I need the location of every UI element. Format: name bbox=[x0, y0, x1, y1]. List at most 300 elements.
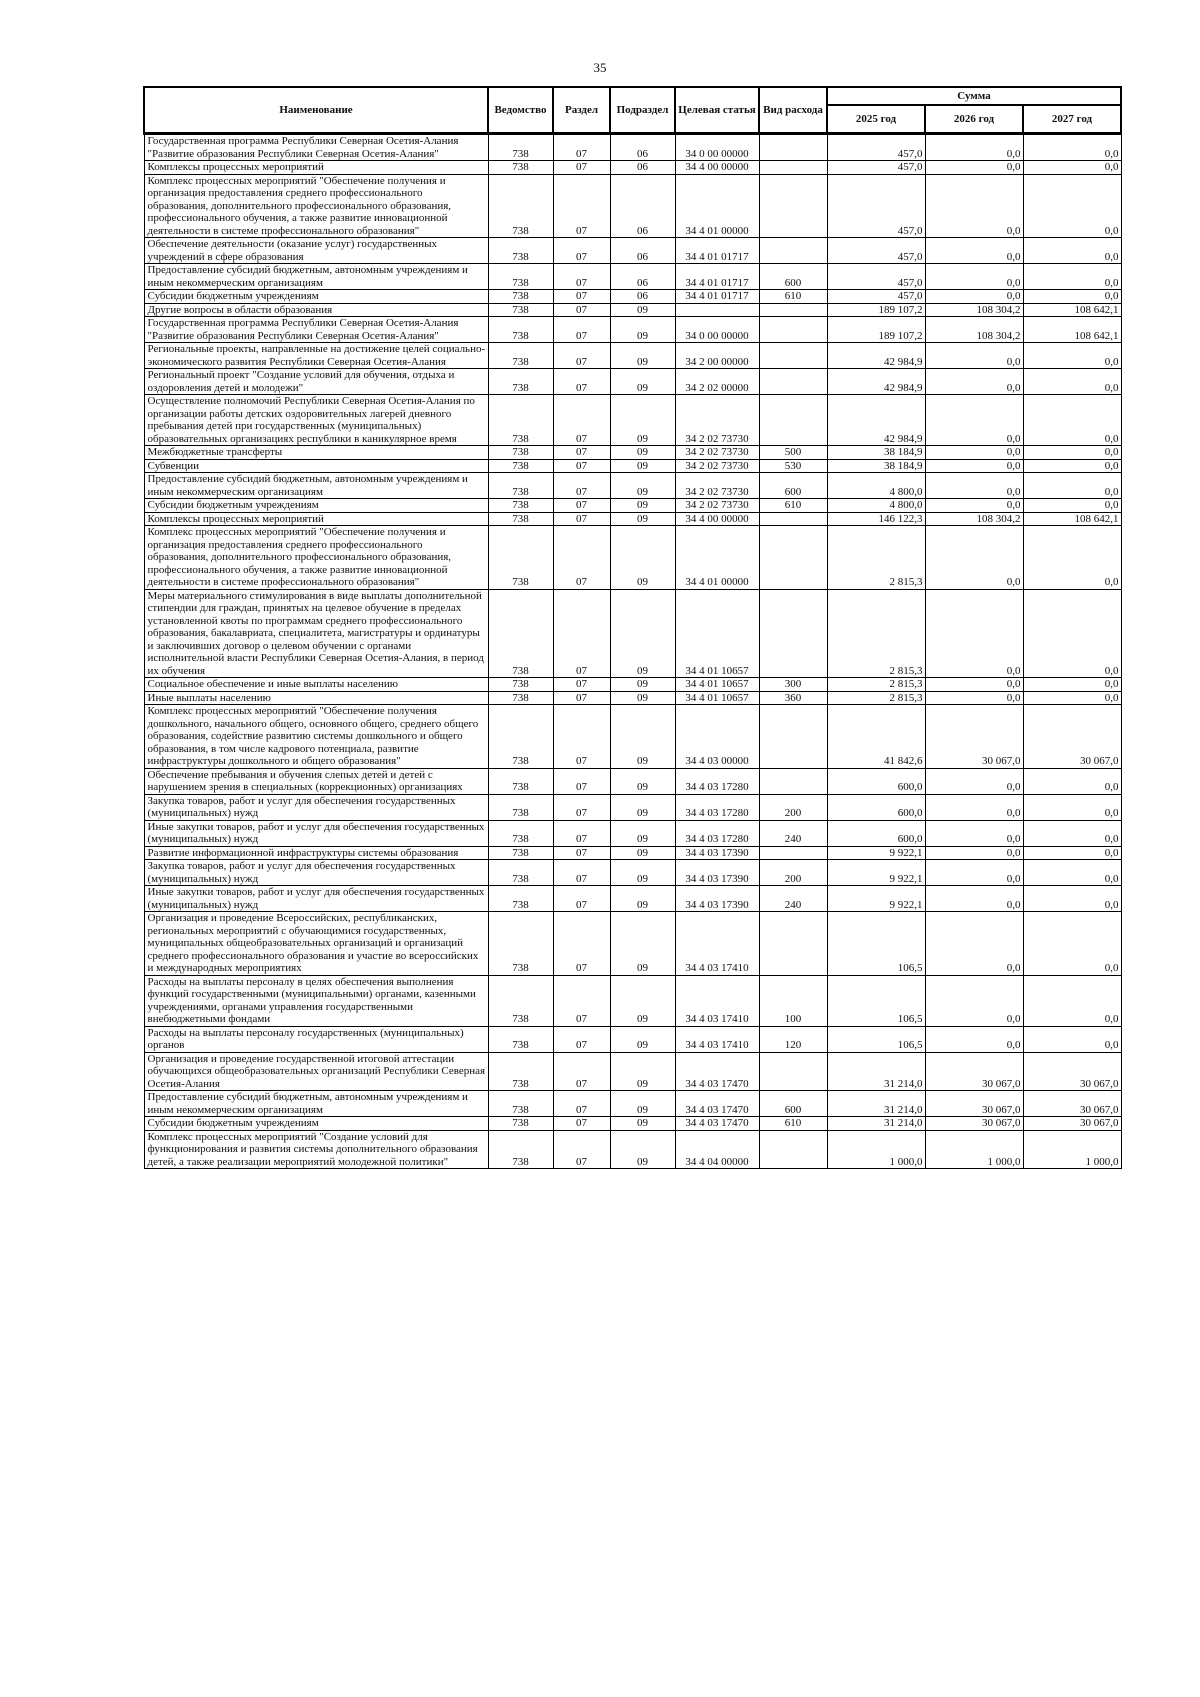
cell-vid-rashoda: 240 bbox=[759, 820, 827, 846]
cell-razdel: 07 bbox=[553, 395, 610, 446]
cell-vedomstvo: 738 bbox=[488, 238, 553, 264]
cell-sum-2027: 0,0 bbox=[1023, 678, 1121, 692]
cell-vid-rashoda bbox=[759, 1052, 827, 1091]
cell-vedomstvo: 738 bbox=[488, 161, 553, 175]
cell-razdel: 07 bbox=[553, 369, 610, 395]
cell-name: Субвенции bbox=[144, 459, 488, 473]
cell-vedomstvo: 738 bbox=[488, 343, 553, 369]
cell-vedomstvo: 738 bbox=[488, 820, 553, 846]
cell-podrazdel: 09 bbox=[610, 846, 675, 860]
cell-sum-2026: 0,0 bbox=[925, 161, 1023, 175]
cell-razdel: 07 bbox=[553, 303, 610, 317]
cell-name: Обеспечение пребывания и обучения слепых детей и детей с нарушением зрения в специальных (коррекционных) организациях bbox=[144, 768, 488, 794]
cell-celevaya-statya: 34 0 00 00000 bbox=[675, 317, 759, 343]
cell-celevaya-statya: 34 4 01 01717 bbox=[675, 264, 759, 290]
table-row bbox=[144, 589, 1121, 678]
cell-name: Комплекс процессных мероприятий "Обеспечение получения и организация предоставления среднего профессионального образования, дополнительного профессионального образования, профессионального обучения, а также развитие инновационной деятельности в системе профессионального образования" bbox=[144, 526, 488, 590]
cell-sum-2027: 0,0 bbox=[1023, 238, 1121, 264]
cell-podrazdel: 09 bbox=[610, 446, 675, 460]
cell-sum-2025: 189 107,2 bbox=[827, 317, 925, 343]
cell-sum-2027: 0,0 bbox=[1023, 589, 1121, 678]
cell-sum-2025: 9 922,1 bbox=[827, 886, 925, 912]
cell-podrazdel: 09 bbox=[610, 1091, 675, 1117]
table-row bbox=[144, 303, 1121, 317]
cell-razdel: 07 bbox=[553, 134, 610, 161]
table-row bbox=[144, 238, 1121, 264]
cell-sum-2026: 0,0 bbox=[925, 174, 1023, 238]
cell-sum-2025: 9 922,1 bbox=[827, 846, 925, 860]
cell-sum-2025: 2 815,3 bbox=[827, 691, 925, 705]
cell-sum-2026: 0,0 bbox=[925, 395, 1023, 446]
cell-podrazdel: 09 bbox=[610, 303, 675, 317]
cell-sum-2027: 0,0 bbox=[1023, 395, 1121, 446]
cell-podrazdel: 09 bbox=[610, 526, 675, 590]
table-row bbox=[144, 820, 1121, 846]
cell-name: Государственная программа Республики Северная Осетия-Алания "Развитие образования Республики Северная Осетия-Алания" bbox=[144, 134, 488, 161]
cell-sum-2026: 0,0 bbox=[925, 369, 1023, 395]
cell-razdel: 07 bbox=[553, 768, 610, 794]
cell-vedomstvo: 738 bbox=[488, 446, 553, 460]
cell-sum-2027: 30 067,0 bbox=[1023, 1117, 1121, 1131]
cell-razdel: 07 bbox=[553, 975, 610, 1026]
cell-vid-rashoda bbox=[759, 512, 827, 526]
cell-razdel: 07 bbox=[553, 691, 610, 705]
cell-sum-2027: 30 067,0 bbox=[1023, 705, 1121, 769]
cell-sum-2027: 0,0 bbox=[1023, 860, 1121, 886]
cell-razdel: 07 bbox=[553, 678, 610, 692]
cell-celevaya-statya: 34 4 04 00000 bbox=[675, 1130, 759, 1169]
cell-sum-2027: 0,0 bbox=[1023, 264, 1121, 290]
table-row bbox=[144, 499, 1121, 513]
cell-celevaya-statya: 34 2 00 00000 bbox=[675, 343, 759, 369]
cell-sum-2027: 0,0 bbox=[1023, 446, 1121, 460]
cell-sum-2025: 42 984,9 bbox=[827, 343, 925, 369]
cell-celevaya-statya: 34 4 03 00000 bbox=[675, 705, 759, 769]
cell-razdel: 07 bbox=[553, 473, 610, 499]
cell-name: Иные закупки товаров, работ и услуг для обеспечения государственных (муниципальных) нужд bbox=[144, 886, 488, 912]
table-row bbox=[144, 1130, 1121, 1169]
cell-podrazdel: 09 bbox=[610, 589, 675, 678]
cell-name: Субсидии бюджетным учреждениям bbox=[144, 290, 488, 304]
cell-vid-rashoda: 300 bbox=[759, 678, 827, 692]
cell-sum-2027: 0,0 bbox=[1023, 473, 1121, 499]
cell-vid-rashoda: 610 bbox=[759, 290, 827, 304]
cell-sum-2025: 457,0 bbox=[827, 134, 925, 161]
cell-razdel: 07 bbox=[553, 161, 610, 175]
cell-vedomstvo: 738 bbox=[488, 1052, 553, 1091]
cell-celevaya-statya: 34 4 01 00000 bbox=[675, 174, 759, 238]
table-row bbox=[144, 317, 1121, 343]
table-row bbox=[144, 794, 1121, 820]
cell-podrazdel: 09 bbox=[610, 691, 675, 705]
table-row bbox=[144, 526, 1121, 590]
cell-celevaya-statya: 34 2 02 73730 bbox=[675, 446, 759, 460]
cell-celevaya-statya: 34 2 02 73730 bbox=[675, 499, 759, 513]
cell-podrazdel: 09 bbox=[610, 768, 675, 794]
cell-celevaya-statya: 34 4 03 17470 bbox=[675, 1091, 759, 1117]
cell-vid-rashoda: 600 bbox=[759, 1091, 827, 1117]
cell-vid-rashoda bbox=[759, 1130, 827, 1169]
cell-celevaya-statya: 34 4 03 17410 bbox=[675, 912, 759, 976]
cell-sum-2027: 0,0 bbox=[1023, 526, 1121, 590]
cell-sum-2025: 2 815,3 bbox=[827, 678, 925, 692]
cell-sum-2025: 31 214,0 bbox=[827, 1091, 925, 1117]
cell-sum-2025: 457,0 bbox=[827, 161, 925, 175]
cell-podrazdel: 09 bbox=[610, 1130, 675, 1169]
cell-sum-2027: 0,0 bbox=[1023, 975, 1121, 1026]
cell-razdel: 07 bbox=[553, 1026, 610, 1052]
cell-sum-2025: 38 184,9 bbox=[827, 459, 925, 473]
cell-razdel: 07 bbox=[553, 499, 610, 513]
cell-vid-rashoda bbox=[759, 161, 827, 175]
cell-vid-rashoda: 200 bbox=[759, 860, 827, 886]
cell-name: Развитие информационной инфраструктуры системы образования bbox=[144, 846, 488, 860]
table-row bbox=[144, 1117, 1121, 1131]
table-row bbox=[144, 691, 1121, 705]
cell-name: Организация и проведение Всероссийских, республиканских, региональных мероприятий с обучающимися государственных, муниципальных общеобразовательных организаций и организаций среднего профессионального образования и участие во всероссийских и международных мероприятиях bbox=[144, 912, 488, 976]
cell-celevaya-statya: 34 0 00 00000 bbox=[675, 134, 759, 161]
cell-vedomstvo: 738 bbox=[488, 317, 553, 343]
cell-celevaya-statya: 34 2 02 73730 bbox=[675, 395, 759, 446]
cell-podrazdel: 09 bbox=[610, 705, 675, 769]
cell-celevaya-statya: 34 4 01 00000 bbox=[675, 526, 759, 590]
cell-vedomstvo: 738 bbox=[488, 499, 553, 513]
cell-vedomstvo: 738 bbox=[488, 512, 553, 526]
cell-sum-2027: 0,0 bbox=[1023, 768, 1121, 794]
cell-vid-rashoda bbox=[759, 526, 827, 590]
header-razdel: Раздел bbox=[553, 87, 610, 134]
table-row bbox=[144, 369, 1121, 395]
header-name: Наименование bbox=[144, 87, 488, 134]
cell-podrazdel: 09 bbox=[610, 343, 675, 369]
cell-vid-rashoda bbox=[759, 705, 827, 769]
cell-sum-2027: 0,0 bbox=[1023, 161, 1121, 175]
cell-vid-rashoda bbox=[759, 369, 827, 395]
cell-sum-2027: 0,0 bbox=[1023, 691, 1121, 705]
cell-razdel: 07 bbox=[553, 459, 610, 473]
cell-vedomstvo: 738 bbox=[488, 860, 553, 886]
cell-celevaya-statya: 34 4 01 01717 bbox=[675, 238, 759, 264]
cell-celevaya-statya: 34 4 03 17470 bbox=[675, 1117, 759, 1131]
cell-celevaya-statya: 34 4 03 17410 bbox=[675, 975, 759, 1026]
cell-podrazdel: 06 bbox=[610, 161, 675, 175]
cell-name: Предоставление субсидий бюджетным, автономным учреждениям и иным некоммерческим организациям bbox=[144, 1091, 488, 1117]
cell-sum-2027: 0,0 bbox=[1023, 134, 1121, 161]
cell-name: Комплексы процессных мероприятий bbox=[144, 161, 488, 175]
cell-name: Межбюджетные трансферты bbox=[144, 446, 488, 460]
cell-vedomstvo: 738 bbox=[488, 846, 553, 860]
cell-razdel: 07 bbox=[553, 1052, 610, 1091]
cell-razdel: 07 bbox=[553, 317, 610, 343]
cell-name: Комплекс процессных мероприятий "Обеспечение получения дошкольного, начального общего, основного общего, среднего общего образования, содействие развитию системы дошкольного и общего образования, в том числе кадрового потенциала, развитие инфраструктуры дошкольного и общего образования" bbox=[144, 705, 488, 769]
table-row bbox=[144, 264, 1121, 290]
cell-podrazdel: 09 bbox=[610, 1026, 675, 1052]
cell-vid-rashoda bbox=[759, 846, 827, 860]
cell-sum-2026: 108 304,2 bbox=[925, 512, 1023, 526]
budget-table bbox=[143, 86, 1122, 1169]
cell-vedomstvo: 738 bbox=[488, 473, 553, 499]
cell-name: Расходы на выплаты персоналу государственных (муниципальных) органов bbox=[144, 1026, 488, 1052]
cell-celevaya-statya: 34 4 01 10657 bbox=[675, 691, 759, 705]
cell-sum-2027: 1 000,0 bbox=[1023, 1130, 1121, 1169]
cell-razdel: 07 bbox=[553, 912, 610, 976]
cell-vid-rashoda bbox=[759, 395, 827, 446]
cell-podrazdel: 06 bbox=[610, 174, 675, 238]
cell-razdel: 07 bbox=[553, 1091, 610, 1117]
table-row bbox=[144, 473, 1121, 499]
cell-name: Осуществление полномочий Республики Северная Осетия-Алания по организации работы детских оздоровительных лагерей дневного пребывания детей при государственных (муниципальных) образовательных организациях республики в каникулярное время bbox=[144, 395, 488, 446]
cell-podrazdel: 09 bbox=[610, 678, 675, 692]
cell-name: Меры материального стимулирования в виде выплаты дополнительной стипендии для граждан, принятых на целевое обучение в пределах установленной квоты по программам среднего профессионального образования, бакалавриата, специалитета, магистратуры и ординатуры и заключивших договор о целевом обучении с органами исполнительной власти Республики Северная Осетия-Алания, в период их обучения bbox=[144, 589, 488, 678]
cell-vedomstvo: 738 bbox=[488, 459, 553, 473]
cell-vid-rashoda: 360 bbox=[759, 691, 827, 705]
cell-sum-2027: 0,0 bbox=[1023, 369, 1121, 395]
cell-sum-2025: 4 800,0 bbox=[827, 499, 925, 513]
cell-sum-2027: 0,0 bbox=[1023, 290, 1121, 304]
cell-razdel: 07 bbox=[553, 264, 610, 290]
cell-celevaya-statya: 34 4 03 17390 bbox=[675, 886, 759, 912]
cell-sum-2026: 0,0 bbox=[925, 860, 1023, 886]
cell-sum-2025: 600,0 bbox=[827, 820, 925, 846]
cell-podrazdel: 09 bbox=[610, 499, 675, 513]
table-row bbox=[144, 290, 1121, 304]
cell-podrazdel: 09 bbox=[610, 512, 675, 526]
cell-vedomstvo: 738 bbox=[488, 1091, 553, 1117]
cell-celevaya-statya: 34 4 01 10657 bbox=[675, 589, 759, 678]
table-row bbox=[144, 975, 1121, 1026]
cell-sum-2025: 4 800,0 bbox=[827, 473, 925, 499]
cell-vedomstvo: 738 bbox=[488, 303, 553, 317]
cell-podrazdel: 06 bbox=[610, 238, 675, 264]
header-year-2027: 2027 год bbox=[1023, 105, 1121, 134]
cell-sum-2025: 106,5 bbox=[827, 912, 925, 976]
cell-celevaya-statya: 34 2 02 00000 bbox=[675, 369, 759, 395]
cell-podrazdel: 09 bbox=[610, 912, 675, 976]
page-number: 35 bbox=[593, 60, 607, 75]
cell-name: Комплекс процессных мероприятий "Создание условий для функционирования и развития системы дополнительного образования детей, а также реализации мероприятий молодежной политики" bbox=[144, 1130, 488, 1169]
cell-vedomstvo: 738 bbox=[488, 174, 553, 238]
cell-celevaya-statya: 34 4 03 17280 bbox=[675, 820, 759, 846]
cell-sum-2027: 0,0 bbox=[1023, 912, 1121, 976]
cell-vedomstvo: 738 bbox=[488, 886, 553, 912]
cell-vedomstvo: 738 bbox=[488, 768, 553, 794]
table-row bbox=[144, 512, 1121, 526]
cell-sum-2026: 0,0 bbox=[925, 589, 1023, 678]
cell-vid-rashoda bbox=[759, 768, 827, 794]
cell-name: Обеспечение деятельности (оказание услуг) государственных учреждений в сфере образования bbox=[144, 238, 488, 264]
cell-vedomstvo: 738 bbox=[488, 678, 553, 692]
cell-sum-2025: 600,0 bbox=[827, 768, 925, 794]
cell-podrazdel: 09 bbox=[610, 794, 675, 820]
cell-podrazdel: 06 bbox=[610, 264, 675, 290]
cell-razdel: 07 bbox=[553, 290, 610, 304]
table-body bbox=[144, 134, 1121, 1169]
cell-vedomstvo: 738 bbox=[488, 369, 553, 395]
cell-vid-rashoda: 600 bbox=[759, 473, 827, 499]
table-row bbox=[144, 1026, 1121, 1052]
cell-vid-rashoda: 100 bbox=[759, 975, 827, 1026]
cell-name: Закупка товаров, работ и услуг для обеспечения государственных (муниципальных) нужд bbox=[144, 860, 488, 886]
cell-name: Субсидии бюджетным учреждениям bbox=[144, 499, 488, 513]
cell-name: Иные закупки товаров, работ и услуг для обеспечения государственных (муниципальных) нужд bbox=[144, 820, 488, 846]
cell-vedomstvo: 738 bbox=[488, 395, 553, 446]
cell-sum-2026: 0,0 bbox=[925, 264, 1023, 290]
table-row bbox=[144, 459, 1121, 473]
cell-vedomstvo: 738 bbox=[488, 912, 553, 976]
cell-sum-2025: 31 214,0 bbox=[827, 1052, 925, 1091]
cell-vedomstvo: 738 bbox=[488, 794, 553, 820]
cell-podrazdel: 09 bbox=[610, 459, 675, 473]
cell-podrazdel: 09 bbox=[610, 317, 675, 343]
cell-sum-2026: 30 067,0 bbox=[925, 1052, 1023, 1091]
cell-sum-2025: 106,5 bbox=[827, 975, 925, 1026]
cell-celevaya-statya: 34 4 03 17390 bbox=[675, 860, 759, 886]
cell-sum-2025: 9 922,1 bbox=[827, 860, 925, 886]
cell-sum-2026: 0,0 bbox=[925, 768, 1023, 794]
cell-sum-2027: 0,0 bbox=[1023, 1026, 1121, 1052]
cell-podrazdel: 09 bbox=[610, 395, 675, 446]
cell-sum-2026: 0,0 bbox=[925, 846, 1023, 860]
table-row bbox=[144, 395, 1121, 446]
cell-podrazdel: 06 bbox=[610, 134, 675, 161]
cell-sum-2026: 0,0 bbox=[925, 794, 1023, 820]
cell-sum-2027: 108 642,1 bbox=[1023, 303, 1121, 317]
cell-vid-rashoda bbox=[759, 134, 827, 161]
cell-razdel: 07 bbox=[553, 1130, 610, 1169]
cell-razdel: 07 bbox=[553, 446, 610, 460]
cell-vid-rashoda bbox=[759, 303, 827, 317]
cell-sum-2027: 0,0 bbox=[1023, 174, 1121, 238]
cell-sum-2027: 0,0 bbox=[1023, 459, 1121, 473]
table-row bbox=[144, 846, 1121, 860]
cell-sum-2027: 0,0 bbox=[1023, 886, 1121, 912]
cell-sum-2026: 30 067,0 bbox=[925, 1117, 1023, 1131]
cell-vedomstvo: 738 bbox=[488, 1026, 553, 1052]
cell-vedomstvo: 738 bbox=[488, 1130, 553, 1169]
cell-razdel: 07 bbox=[553, 846, 610, 860]
cell-sum-2026: 0,0 bbox=[925, 238, 1023, 264]
header-podrazdel: Подраздел bbox=[610, 87, 675, 134]
cell-name: Комплексы процессных мероприятий bbox=[144, 512, 488, 526]
cell-vid-rashoda: 120 bbox=[759, 1026, 827, 1052]
header-year-2026: 2026 год bbox=[925, 105, 1023, 134]
cell-vedomstvo: 738 bbox=[488, 526, 553, 590]
cell-vid-rashoda bbox=[759, 912, 827, 976]
cell-sum-2027: 0,0 bbox=[1023, 343, 1121, 369]
cell-sum-2027: 0,0 bbox=[1023, 846, 1121, 860]
table-row bbox=[144, 886, 1121, 912]
cell-razdel: 07 bbox=[553, 886, 610, 912]
cell-razdel: 07 bbox=[553, 238, 610, 264]
cell-podrazdel: 09 bbox=[610, 1052, 675, 1091]
cell-sum-2026: 0,0 bbox=[925, 1026, 1023, 1052]
table-row bbox=[144, 343, 1121, 369]
cell-razdel: 07 bbox=[553, 526, 610, 590]
cell-celevaya-statya: 34 4 03 17280 bbox=[675, 768, 759, 794]
cell-celevaya-statya: 34 4 00 00000 bbox=[675, 512, 759, 526]
cell-name: Предоставление субсидий бюджетным, автономным учреждениям и иным некоммерческим организациям bbox=[144, 473, 488, 499]
cell-razdel: 07 bbox=[553, 794, 610, 820]
cell-podrazdel: 09 bbox=[610, 369, 675, 395]
cell-podrazdel: 09 bbox=[610, 1117, 675, 1131]
cell-celevaya-statya: 34 4 03 17390 bbox=[675, 846, 759, 860]
cell-celevaya-statya: 34 4 01 01717 bbox=[675, 290, 759, 304]
cell-vid-rashoda bbox=[759, 238, 827, 264]
table-row bbox=[144, 134, 1121, 161]
cell-vedomstvo: 738 bbox=[488, 705, 553, 769]
cell-celevaya-statya bbox=[675, 303, 759, 317]
table-row bbox=[144, 174, 1121, 238]
cell-podrazdel: 09 bbox=[610, 820, 675, 846]
cell-sum-2026: 0,0 bbox=[925, 134, 1023, 161]
cell-sum-2026: 30 067,0 bbox=[925, 1091, 1023, 1117]
cell-celevaya-statya: 34 4 03 17410 bbox=[675, 1026, 759, 1052]
table-row bbox=[144, 860, 1121, 886]
cell-sum-2027: 108 642,1 bbox=[1023, 317, 1121, 343]
cell-sum-2025: 31 214,0 bbox=[827, 1117, 925, 1131]
cell-name: Региональный проект "Создание условий для обучения, отдыха и оздоровления детей и молодежи" bbox=[144, 369, 488, 395]
cell-sum-2025: 41 842,6 bbox=[827, 705, 925, 769]
cell-sum-2026: 0,0 bbox=[925, 290, 1023, 304]
cell-sum-2026: 0,0 bbox=[925, 886, 1023, 912]
cell-razdel: 07 bbox=[553, 512, 610, 526]
cell-sum-2025: 457,0 bbox=[827, 238, 925, 264]
cell-vedomstvo: 738 bbox=[488, 975, 553, 1026]
cell-podrazdel: 09 bbox=[610, 975, 675, 1026]
cell-sum-2027: 0,0 bbox=[1023, 794, 1121, 820]
cell-sum-2025: 2 815,3 bbox=[827, 526, 925, 590]
cell-sum-2026: 0,0 bbox=[925, 975, 1023, 1026]
cell-sum-2027: 0,0 bbox=[1023, 820, 1121, 846]
cell-name: Организация и проведение государственной итоговой аттестации обучающихся общеобразовательных организаций Республики Северная Осетия-Алания bbox=[144, 1052, 488, 1091]
header-vid-rashoda: Вид расхода bbox=[759, 87, 827, 134]
cell-vid-rashoda: 610 bbox=[759, 499, 827, 513]
cell-vid-rashoda bbox=[759, 317, 827, 343]
cell-sum-2025: 600,0 bbox=[827, 794, 925, 820]
cell-sum-2026: 108 304,2 bbox=[925, 303, 1023, 317]
cell-sum-2026: 0,0 bbox=[925, 691, 1023, 705]
cell-sum-2027: 30 067,0 bbox=[1023, 1091, 1121, 1117]
cell-sum-2026: 0,0 bbox=[925, 499, 1023, 513]
cell-sum-2026: 0,0 bbox=[925, 820, 1023, 846]
cell-podrazdel: 09 bbox=[610, 886, 675, 912]
cell-name: Закупка товаров, работ и услуг для обеспечения государственных (муниципальных) нужд bbox=[144, 794, 488, 820]
cell-sum-2026: 0,0 bbox=[925, 459, 1023, 473]
cell-podrazdel: 06 bbox=[610, 290, 675, 304]
table-row bbox=[144, 1091, 1121, 1117]
cell-sum-2025: 42 984,9 bbox=[827, 369, 925, 395]
cell-vid-rashoda: 500 bbox=[759, 446, 827, 460]
cell-sum-2027: 108 642,1 bbox=[1023, 512, 1121, 526]
table-row bbox=[144, 912, 1121, 976]
cell-name: Социальное обеспечение и иные выплаты населению bbox=[144, 678, 488, 692]
cell-vid-rashoda: 610 bbox=[759, 1117, 827, 1131]
cell-razdel: 07 bbox=[553, 343, 610, 369]
cell-name: Региональные проекты, направленные на достижение целей социально-экономического развития Республики Северная Осетия-Алания bbox=[144, 343, 488, 369]
cell-sum-2026: 0,0 bbox=[925, 912, 1023, 976]
cell-sum-2025: 146 122,3 bbox=[827, 512, 925, 526]
cell-name: Комплекс процессных мероприятий "Обеспечение получения и организация предоставления среднего профессионального образования, дополнительного профессионального образования, профессионального обучения, а также развитие инновационной деятельности в системе профессионального образования" bbox=[144, 174, 488, 238]
cell-razdel: 07 bbox=[553, 820, 610, 846]
cell-sum-2026: 0,0 bbox=[925, 343, 1023, 369]
cell-sum-2026: 108 304,2 bbox=[925, 317, 1023, 343]
cell-razdel: 07 bbox=[553, 589, 610, 678]
cell-vid-rashoda: 200 bbox=[759, 794, 827, 820]
cell-celevaya-statya: 34 4 00 00000 bbox=[675, 161, 759, 175]
cell-vedomstvo: 738 bbox=[488, 134, 553, 161]
cell-sum-2025: 457,0 bbox=[827, 264, 925, 290]
cell-sum-2026: 30 067,0 bbox=[925, 705, 1023, 769]
